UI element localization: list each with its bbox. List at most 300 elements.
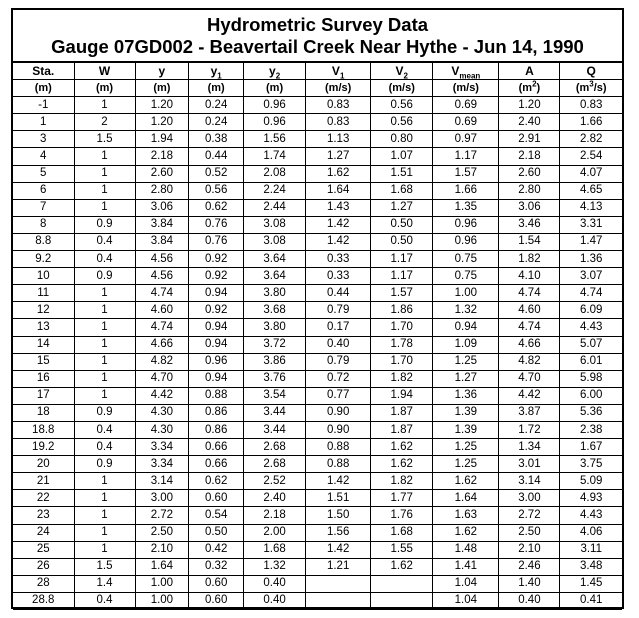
table-cell: 3.07 [560, 268, 622, 285]
unit-superscript: 3 [589, 78, 594, 88]
table-cell: 0.92 [189, 302, 244, 319]
header-symbol: y [269, 63, 276, 78]
table-cell: 2.82 [560, 131, 622, 148]
table-row [13, 97, 622, 114]
table-cell: 3.64 [244, 268, 306, 285]
table-cell: 1 [74, 353, 135, 370]
table-cell: 2.91 [499, 131, 560, 148]
header-subscript: 1 [339, 70, 345, 80]
table-cell: 2.00 [244, 524, 306, 541]
column-unit [135, 80, 189, 97]
table-row [13, 319, 622, 336]
table-cell: 3.80 [244, 285, 306, 302]
table-cell: 0.83 [306, 97, 371, 114]
table-cell: 3.86 [244, 353, 306, 370]
table-cell: 1.13 [306, 131, 371, 148]
table-cell: 2.10 [499, 541, 560, 558]
table-cell: 4.70 [499, 370, 560, 387]
table-cell: 3.75 [560, 456, 622, 473]
table-cell: 0.96 [244, 114, 306, 131]
table-cell: 1.43 [306, 199, 371, 216]
table-cell: 3.68 [244, 302, 306, 319]
table-cell: 2.60 [135, 165, 189, 182]
table-cell: 1.27 [433, 370, 499, 387]
table-cell: 0.38 [189, 131, 244, 148]
table-cell: 0.40 [499, 592, 560, 609]
table-row [13, 233, 622, 250]
unit-text: (m) [95, 81, 114, 94]
table-cell: 0.96 [433, 233, 499, 250]
table-cell: 3.48 [560, 558, 622, 575]
table-cell: 0.88 [306, 456, 371, 473]
table-cell: 0.60 [189, 575, 244, 592]
table-cell: 0.66 [189, 456, 244, 473]
table-cell: 1.72 [499, 421, 560, 438]
table-cell: 1.47 [560, 233, 622, 250]
table-row [13, 421, 622, 438]
table-cell: 1.50 [306, 507, 371, 524]
unit-suffix: ) [536, 81, 541, 94]
table-cell: 1.64 [306, 182, 371, 199]
table-cell: 4.74 [499, 319, 560, 336]
table-cell: 1.67 [560, 439, 622, 456]
table-cell: 24 [13, 524, 74, 541]
unit-superscript: 2 [532, 78, 537, 88]
table-cell: 1.66 [560, 114, 622, 131]
header-symbol: W [98, 63, 111, 78]
table-cell: 1 [74, 165, 135, 182]
table-body [13, 97, 622, 610]
table-cell: 1.62 [371, 456, 433, 473]
table-cell: 5.98 [560, 370, 622, 387]
table-cell: 2.44 [244, 199, 306, 216]
header-symbol: Q [586, 63, 596, 78]
table-cell: 3.80 [244, 319, 306, 336]
column-header [244, 63, 306, 80]
table-cell: 28 [13, 575, 74, 592]
table-cell: 1 [74, 182, 135, 199]
table-cell: 0.24 [189, 97, 244, 114]
table-cell: 21 [13, 473, 74, 490]
table-cell: 4.70 [135, 370, 189, 387]
table-cell: 0.76 [189, 233, 244, 250]
table-cell: 0.9 [74, 456, 135, 473]
table-cell: 2.10 [135, 541, 189, 558]
table-cell: 0.62 [189, 473, 244, 490]
table-cell: 1.94 [371, 387, 433, 404]
table-cell: 4.82 [135, 353, 189, 370]
table-cell: 1.68 [244, 541, 306, 558]
table-cell: 0.44 [306, 285, 371, 302]
table-row [13, 592, 622, 609]
table-cell: 1.86 [371, 302, 433, 319]
table-cell: 1.39 [433, 421, 499, 438]
table-cell: 1.82 [499, 251, 560, 268]
table-cell: -1 [13, 97, 74, 114]
table-cell: 1.25 [433, 456, 499, 473]
table-cell: 6.01 [560, 353, 622, 370]
table-cell: 0.9 [74, 216, 135, 233]
header-subscript: 2 [403, 70, 408, 80]
table-cell: 1 [74, 199, 135, 216]
table-cell: 4.74 [135, 285, 189, 302]
table-cell: 17 [13, 387, 74, 404]
table-cell [371, 592, 433, 609]
table-cell: 2.18 [244, 507, 306, 524]
table-cell [306, 592, 371, 609]
header-symbol: A [525, 63, 534, 78]
table-cell: 1.78 [371, 336, 433, 353]
table-cell: 0.96 [433, 216, 499, 233]
table-cell: 3.08 [244, 216, 306, 233]
table-cell: 1.20 [499, 97, 560, 114]
table-cell: 4.65 [560, 182, 622, 199]
header-symbol: Sta. [32, 63, 55, 78]
table-cell: 5.36 [560, 404, 622, 421]
table-cell: 1.62 [433, 473, 499, 490]
header-symbol: V [395, 63, 404, 78]
table-cell: 1.70 [371, 319, 433, 336]
table-cell: 0.52 [189, 165, 244, 182]
table-cell: 1 [74, 148, 135, 165]
table-cell: 1.56 [244, 131, 306, 148]
table-cell: 18.8 [13, 421, 74, 438]
table-cell: 2.72 [135, 507, 189, 524]
column-header [135, 63, 189, 80]
table-cell: 1.39 [433, 404, 499, 421]
table-cell: 4.82 [499, 353, 560, 370]
table-cell: 1.41 [433, 558, 499, 575]
table-cell: 2.60 [499, 165, 560, 182]
header-subscript: 2 [275, 70, 281, 80]
column-unit [371, 80, 433, 97]
table-cell: 3.31 [560, 216, 622, 233]
table-row [13, 353, 622, 370]
column-unit [306, 80, 371, 97]
table-cell: 1.94 [135, 131, 189, 148]
table-row [13, 370, 622, 387]
table-cell: 3.87 [499, 404, 560, 421]
table-cell: 1.4 [74, 575, 135, 592]
table-cell: 0.62 [189, 199, 244, 216]
table-cell: 0.69 [433, 114, 499, 131]
table-cell: 11 [13, 285, 74, 302]
table-cell: 8 [13, 216, 74, 233]
table-cell: 3.46 [499, 216, 560, 233]
table-cell: 0.72 [306, 370, 371, 387]
table-cell: 0.97 [433, 131, 499, 148]
table-cell: 0.88 [306, 439, 371, 456]
table-cell: 1 [74, 336, 135, 353]
unit-suffix: /s) [593, 81, 607, 94]
table-cell: 3.44 [244, 421, 306, 438]
table-cell: 0.41 [560, 592, 622, 609]
table-cell: 0.92 [189, 268, 244, 285]
table-cell: 6.09 [560, 302, 622, 319]
table-cell: 5.07 [560, 336, 622, 353]
table-row [13, 302, 622, 319]
table-cell [371, 575, 433, 592]
table-cell: 3.76 [244, 370, 306, 387]
table-cell: 0.4 [74, 439, 135, 456]
table-row [13, 387, 622, 404]
table-cell: 0.44 [189, 148, 244, 165]
table-cell: 0.75 [433, 251, 499, 268]
table-cell: 15 [13, 353, 74, 370]
table-cell: 1.20 [135, 114, 189, 131]
table-cell: 0.86 [189, 421, 244, 438]
unit-text: (m [575, 81, 590, 94]
table-cell: 1.87 [371, 404, 433, 421]
table-cell: 1 [74, 507, 135, 524]
table-cell: 3.44 [244, 404, 306, 421]
table-cell: 4.30 [135, 404, 189, 421]
table-cell: 16 [13, 370, 74, 387]
table-cell: 1.42 [306, 216, 371, 233]
table-cell: 20 [13, 456, 74, 473]
table-cell: 0.32 [189, 558, 244, 575]
column-unit [74, 80, 135, 97]
table-cell: 2.50 [499, 524, 560, 541]
table-cell: 1.36 [560, 251, 622, 268]
table-cell: 0.40 [244, 592, 306, 609]
table-cell: 1.00 [135, 592, 189, 609]
table-cell: 1.55 [371, 541, 433, 558]
table-cell: 1.34 [499, 439, 560, 456]
table-cell: 3.34 [135, 456, 189, 473]
header-symbol: V [331, 63, 340, 78]
table-cell: 4 [13, 148, 74, 165]
table-cell: 1.56 [306, 524, 371, 541]
table-cell: 1 [74, 319, 135, 336]
table-cell: 14 [13, 336, 74, 353]
table-cell: 0.24 [189, 114, 244, 131]
table-cell: 0.80 [371, 131, 433, 148]
table-cell: 3.08 [244, 233, 306, 250]
table-cell: 0.9 [74, 404, 135, 421]
table-cell: 1.51 [371, 165, 433, 182]
table-cell: 1.62 [306, 165, 371, 182]
table-cell: 3.00 [499, 490, 560, 507]
table-cell: 3 [13, 131, 74, 148]
table-cell: 1.09 [433, 336, 499, 353]
column-header [74, 63, 135, 80]
unit-text: (m [518, 81, 533, 94]
table-cell: 4.60 [499, 302, 560, 319]
table-cell: 1.21 [306, 558, 371, 575]
table-cell: 1.48 [433, 541, 499, 558]
column-header [306, 63, 371, 80]
table-cell: 1.76 [371, 507, 433, 524]
table-cell: 1.40 [499, 575, 560, 592]
table-cell: 1.66 [433, 182, 499, 199]
table-row [13, 114, 622, 131]
table-cell: 2.40 [499, 114, 560, 131]
table-cell: 1.51 [306, 490, 371, 507]
table-cell: 0.77 [306, 387, 371, 404]
header-symbol: y [210, 63, 218, 78]
table-cell: 1 [74, 302, 135, 319]
table-cell: 0.4 [74, 233, 135, 250]
table-cell: 4.60 [135, 302, 189, 319]
column-unit [433, 80, 499, 97]
table-cell: 4.06 [560, 524, 622, 541]
table-cell: 0.76 [189, 216, 244, 233]
table-cell: 2.80 [135, 182, 189, 199]
table-cell: 3.14 [499, 473, 560, 490]
title-line-2: Gauge 07GD002 - Beavertail Creek Near Hythe - Jun 14, 1990 [51, 36, 584, 57]
table-cell: 1.62 [371, 439, 433, 456]
table-cell: 1.17 [433, 148, 499, 165]
table-cell: 0.79 [306, 302, 371, 319]
unit-text: (m) [207, 81, 225, 94]
column-unit [244, 80, 306, 97]
table-cell: 0.90 [306, 421, 371, 438]
table-cell: 1.68 [371, 182, 433, 199]
table-cell: 18 [13, 404, 74, 421]
table-cell: 4.43 [560, 507, 622, 524]
table-row [13, 199, 622, 216]
table-row [13, 541, 622, 558]
table-cell: 7 [13, 199, 74, 216]
table-cell: 1.42 [306, 541, 371, 558]
table-cell: 4.30 [135, 421, 189, 438]
table-cell: 4.10 [499, 268, 560, 285]
table-cell: 4.56 [135, 268, 189, 285]
header-row-units [13, 80, 622, 97]
table-row [13, 456, 622, 473]
header-symbol: y [158, 63, 166, 78]
table-cell: 0.60 [189, 592, 244, 609]
table-cell: 6.00 [560, 387, 622, 404]
table-cell: 3.14 [135, 473, 189, 490]
column-unit [560, 80, 622, 97]
table-cell: 4.07 [560, 165, 622, 182]
table-cell: 4.74 [499, 285, 560, 302]
table-cell: 3.72 [244, 336, 306, 353]
table-cell: 3.01 [499, 456, 560, 473]
table-cell: 3.34 [135, 439, 189, 456]
table-cell: 1.00 [433, 285, 499, 302]
table-cell: 25 [13, 541, 74, 558]
table-cell: 2.72 [499, 507, 560, 524]
table-cell: 1.57 [433, 165, 499, 182]
table-cell: 0.4 [74, 421, 135, 438]
table-cell: 0.33 [306, 251, 371, 268]
table-row [13, 336, 622, 353]
table-cell: 1.5 [74, 558, 135, 575]
table-cell: 0.94 [189, 285, 244, 302]
table-cell: 3.00 [135, 490, 189, 507]
table-cell: 1.54 [499, 233, 560, 250]
table-row [13, 439, 622, 456]
table-cell: 1 [74, 387, 135, 404]
column-header [371, 63, 433, 80]
table-cell: 2.24 [244, 182, 306, 199]
table-cell: 1.32 [244, 558, 306, 575]
table-cell: 2 [74, 114, 135, 131]
table-cell: 0.4 [74, 251, 135, 268]
table-row [13, 251, 622, 268]
table-row [13, 490, 622, 507]
table-cell: 2.46 [499, 558, 560, 575]
table-cell: 1.04 [433, 592, 499, 609]
table-cell: 1.62 [433, 524, 499, 541]
table-row [13, 216, 622, 233]
table-cell: 0.4 [74, 592, 135, 609]
table-cell: 0.96 [189, 353, 244, 370]
table-cell: 2.54 [560, 148, 622, 165]
table-cell: 0.50 [371, 233, 433, 250]
table-cell: 22 [13, 490, 74, 507]
table-cell: 2.08 [244, 165, 306, 182]
unit-text: (m) [34, 81, 52, 94]
column-unit [499, 80, 560, 97]
table-cell: 0.79 [306, 353, 371, 370]
table-row [13, 268, 622, 285]
unit-text: (m/s) [325, 81, 352, 94]
table-row [13, 148, 622, 165]
table-row [13, 182, 622, 199]
table-cell: 1 [74, 490, 135, 507]
table-cell: 1 [74, 370, 135, 387]
table-cell: 0.56 [189, 182, 244, 199]
table-cell: 0.90 [306, 404, 371, 421]
table-cell: 0.66 [189, 439, 244, 456]
table-cell: 0.94 [189, 336, 244, 353]
table-cell: 1.35 [433, 199, 499, 216]
table-cell: 1.25 [433, 439, 499, 456]
table-cell: 2.68 [244, 456, 306, 473]
table-cell: 2.18 [499, 148, 560, 165]
table-cell: 4.74 [135, 319, 189, 336]
table-cell: 0.40 [244, 575, 306, 592]
unit-text: (m/s) [452, 81, 479, 94]
table-cell: 1.57 [371, 285, 433, 302]
table-cell: 4.66 [499, 336, 560, 353]
table-row [13, 404, 622, 421]
unit-text: (m/s) [388, 81, 415, 94]
table-cell: 4.42 [499, 387, 560, 404]
table-cell: 0.94 [189, 319, 244, 336]
table-cell: 0.96 [244, 97, 306, 114]
table-cell: 0.56 [371, 114, 433, 131]
table-cell: 1.87 [371, 421, 433, 438]
table-cell: 10 [13, 268, 74, 285]
table-cell: 9.2 [13, 251, 74, 268]
table-cell: 0.86 [189, 404, 244, 421]
table-cell: 0.69 [433, 97, 499, 114]
table-cell: 28.8 [13, 592, 74, 609]
table-cell: 3.64 [244, 251, 306, 268]
table-cell: 0.94 [189, 370, 244, 387]
table-cell: 1.62 [371, 558, 433, 575]
table-cell: 4.74 [560, 285, 622, 302]
column-unit [13, 80, 74, 97]
table-row [13, 575, 622, 592]
table-cell: 1 [74, 524, 135, 541]
table-cell: 6 [13, 182, 74, 199]
table-cell: 1.27 [306, 148, 371, 165]
table-cell: 1.07 [371, 148, 433, 165]
column-header [560, 63, 622, 80]
table-cell: 1 [74, 97, 135, 114]
header-row-symbols [13, 63, 622, 80]
table-cell: 1.17 [371, 268, 433, 285]
table-cell: 1.27 [371, 199, 433, 216]
table-row [13, 131, 622, 148]
table-cell: 0.92 [189, 251, 244, 268]
